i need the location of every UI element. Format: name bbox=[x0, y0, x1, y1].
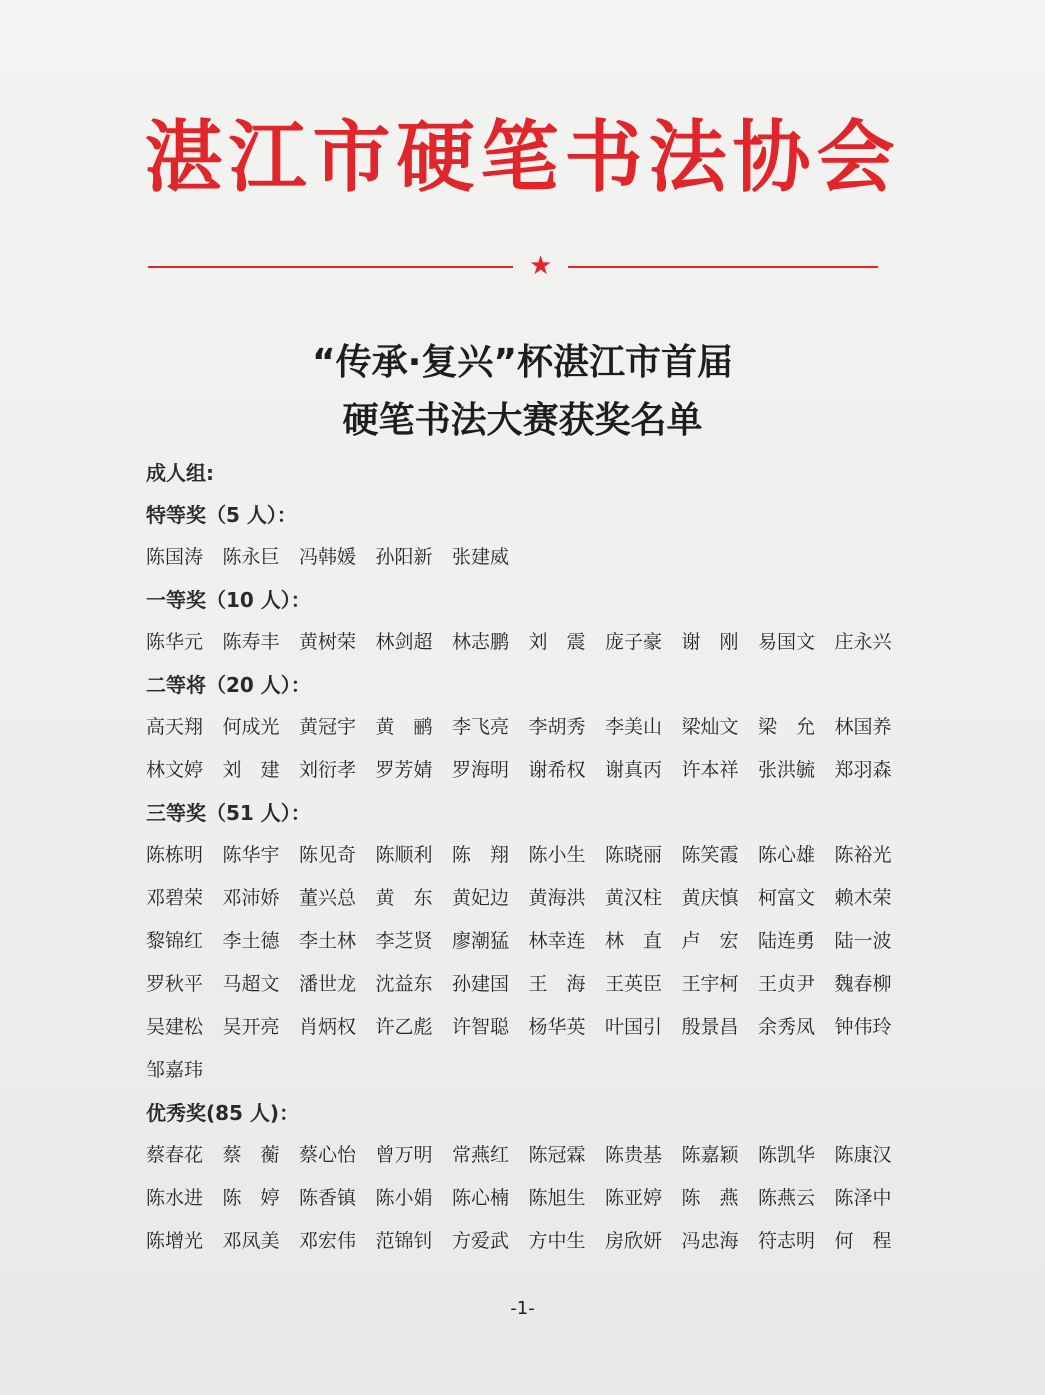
winner-name: 何成光 bbox=[222, 716, 280, 738]
winner-name: 谢真丙 bbox=[605, 759, 663, 781]
winner-name: 梁灿文 bbox=[681, 716, 739, 738]
document-title-line-1: “传承·复兴”杯湛江市首届 bbox=[312, 342, 733, 383]
winner-name: 陆连勇 bbox=[758, 930, 816, 952]
star-icon: ★ bbox=[529, 251, 553, 281]
winner-name: 黄 东 bbox=[375, 887, 433, 909]
winner-name: 林国养 bbox=[834, 716, 892, 738]
winner-name: 钟伟玲 bbox=[834, 1016, 892, 1038]
winner-name: 方爱武 bbox=[452, 1230, 510, 1252]
winner-name: 孙建国 bbox=[452, 973, 510, 995]
winner-name: 庞子豪 bbox=[605, 631, 663, 653]
award-label: 特等奖（5 人）： bbox=[146, 503, 297, 527]
winner-name: 方中生 bbox=[528, 1230, 586, 1252]
winner-name: 刘 建 bbox=[222, 759, 280, 781]
winner-name: 李美山 bbox=[605, 716, 663, 738]
winner-name: 黄树荣 bbox=[299, 631, 357, 653]
winner-name: 蔡春花 bbox=[146, 1144, 204, 1166]
winner-name: 陈顺利 bbox=[375, 844, 433, 866]
winner-name: 邹嘉玮 bbox=[146, 1059, 204, 1081]
winner-name: 陈增光 bbox=[146, 1230, 204, 1252]
winner-name: 李芝贤 bbox=[375, 930, 433, 952]
winner-name: 孙阳新 bbox=[375, 546, 433, 568]
winner-name: 曾万明 bbox=[375, 1144, 433, 1166]
award-names bbox=[146, 621, 926, 664]
winner-name: 陈燕云 bbox=[758, 1187, 816, 1209]
winner-name: 陈裕光 bbox=[834, 844, 892, 866]
winner-name: 王英臣 bbox=[605, 973, 663, 995]
winner-name: 杨华英 bbox=[528, 1016, 586, 1038]
award-names bbox=[146, 706, 926, 792]
winner-name: 庄永兴 bbox=[834, 631, 892, 653]
winner-name: 李土林 bbox=[299, 930, 357, 952]
award-label: 二等将（20 人）： bbox=[146, 673, 311, 697]
award-block bbox=[146, 792, 926, 1092]
winner-name: 余秀凤 bbox=[758, 1016, 816, 1038]
winner-name: 林志鹏 bbox=[452, 631, 510, 653]
winner-name: 黄冠宇 bbox=[299, 716, 357, 738]
letterhead-divider bbox=[148, 251, 878, 281]
winner-name: 林文婷 bbox=[146, 759, 204, 781]
winner-name: 陈 燕 bbox=[681, 1187, 739, 1209]
winner-name: 陈亚婷 bbox=[605, 1187, 663, 1209]
winner-name: 易国文 bbox=[758, 631, 816, 653]
winner-name: 刘衍孝 bbox=[299, 759, 357, 781]
winner-name: 许本祥 bbox=[681, 759, 739, 781]
winner-name: 陈嘉颖 bbox=[681, 1144, 739, 1166]
winner-name: 冯韩媛 bbox=[299, 546, 357, 568]
winner-name: 林剑超 bbox=[375, 631, 433, 653]
winner-name: 邓宏伟 bbox=[299, 1230, 357, 1252]
award-names bbox=[146, 536, 926, 579]
winner-name: 张建威 bbox=[452, 546, 510, 568]
award-label: 优秀奖(85 人)： bbox=[146, 1101, 300, 1125]
winner-name: 黄汉柱 bbox=[605, 887, 663, 909]
award-block bbox=[146, 1092, 926, 1263]
winner-name: 陈小生 bbox=[528, 844, 586, 866]
winner-name: 高天翔 bbox=[146, 716, 204, 738]
winner-name: 许智聪 bbox=[452, 1016, 510, 1038]
divider-line-left bbox=[148, 266, 513, 268]
winner-name: 谢 刚 bbox=[681, 631, 739, 653]
winner-name: 李土德 bbox=[222, 930, 280, 952]
winner-name: 陈小娟 bbox=[375, 1187, 433, 1209]
winner-name: 肖炳权 bbox=[299, 1016, 357, 1038]
winner-name: 黄妃边 bbox=[452, 887, 510, 909]
winner-name: 潘世龙 bbox=[299, 973, 357, 995]
winner-name: 郑羽森 bbox=[834, 759, 892, 781]
winner-name: 罗海明 bbox=[452, 759, 510, 781]
award-names bbox=[146, 1134, 926, 1263]
winner-name: 赖木荣 bbox=[834, 887, 892, 909]
winner-name: 陈国涛 bbox=[146, 546, 204, 568]
winner-name: 张洪毓 bbox=[758, 759, 816, 781]
winner-name: 陈泽中 bbox=[834, 1187, 892, 1209]
winner-name: 陈冠霖 bbox=[528, 1144, 586, 1166]
winner-name: 林幸连 bbox=[528, 930, 586, 952]
winner-name: 陈贵基 bbox=[605, 1144, 663, 1166]
winner-name: 冯忠海 bbox=[681, 1230, 739, 1252]
winner-name: 陈旭生 bbox=[528, 1187, 586, 1209]
winner-name: 许乙彪 bbox=[375, 1016, 433, 1038]
winner-name: 陈心楠 bbox=[452, 1187, 510, 1209]
winner-name: 殷景昌 bbox=[681, 1016, 739, 1038]
winner-name: 符志明 bbox=[758, 1230, 816, 1252]
winner-name: 黄庆慎 bbox=[681, 887, 739, 909]
winner-name: 吴建松 bbox=[146, 1016, 204, 1038]
winner-name: 王贞尹 bbox=[758, 973, 816, 995]
document-title-line-2: 硬笔书法大赛获奖名单 bbox=[342, 400, 703, 441]
winner-name: 陈康汉 bbox=[834, 1144, 892, 1166]
winner-name: 陈笑霞 bbox=[681, 844, 739, 866]
award-block bbox=[146, 494, 926, 579]
winner-name: 陈栋明 bbox=[146, 844, 204, 866]
award-label: 一等奖（10 人）： bbox=[146, 588, 311, 612]
winner-name: 陈心雄 bbox=[758, 844, 816, 866]
winner-name: 陈永巨 bbox=[222, 546, 280, 568]
winner-name: 何 程 bbox=[834, 1230, 892, 1252]
winner-name: 陈华元 bbox=[146, 631, 204, 653]
winner-name: 林 直 bbox=[605, 930, 663, 952]
winner-name: 董兴总 bbox=[299, 887, 357, 909]
award-names bbox=[146, 834, 926, 1092]
winner-name: 陈 婷 bbox=[222, 1187, 280, 1209]
winner-name: 邓碧荣 bbox=[146, 887, 204, 909]
winner-name: 蔡 蘅 bbox=[222, 1144, 280, 1166]
winner-name: 李飞亮 bbox=[452, 716, 510, 738]
winner-name: 梁 允 bbox=[758, 716, 816, 738]
winner-name: 卢 宏 bbox=[681, 930, 739, 952]
winner-name: 陈晓丽 bbox=[605, 844, 663, 866]
winner-name: 沈益东 bbox=[375, 973, 433, 995]
winner-name: 常燕红 bbox=[452, 1144, 510, 1166]
winner-name: 罗秋平 bbox=[146, 973, 204, 995]
winner-name: 廖潮猛 bbox=[452, 930, 510, 952]
winner-name: 陈凯华 bbox=[758, 1144, 816, 1166]
winner-name: 王 海 bbox=[528, 973, 586, 995]
winner-name: 李胡秀 bbox=[528, 716, 586, 738]
winner-name: 黎锦红 bbox=[146, 930, 204, 952]
award-label: 三等奖（51 人）： bbox=[146, 801, 311, 825]
award-block bbox=[146, 579, 926, 664]
award-block bbox=[146, 664, 926, 792]
winner-name: 陈水进 bbox=[146, 1187, 204, 1209]
winner-name: 刘 震 bbox=[528, 631, 586, 653]
winner-name: 黄海洪 bbox=[528, 887, 586, 909]
page-number: -1- bbox=[510, 1298, 535, 1319]
winner-name: 谢希权 bbox=[528, 759, 586, 781]
winner-name: 叶国引 bbox=[605, 1016, 663, 1038]
winner-name: 陈华宇 bbox=[222, 844, 280, 866]
winner-name: 房欣妍 bbox=[605, 1230, 663, 1252]
winner-name: 陈见奇 bbox=[299, 844, 357, 866]
winner-name: 范锦钊 bbox=[375, 1230, 433, 1252]
winner-name: 黄 鹂 bbox=[375, 716, 433, 738]
winner-name: 邓沛娇 bbox=[222, 887, 280, 909]
winner-name: 蔡心怡 bbox=[299, 1144, 357, 1166]
org-letterhead-title: 湛江市硬笔书法协会 bbox=[144, 112, 901, 203]
winner-name: 陈 翔 bbox=[452, 844, 510, 866]
winner-name: 陆一波 bbox=[834, 930, 892, 952]
award-list bbox=[146, 452, 926, 1263]
winner-name: 王宇柯 bbox=[681, 973, 739, 995]
winner-name: 罗芳婧 bbox=[375, 759, 433, 781]
awards-container bbox=[146, 494, 926, 1263]
winner-name: 魏春柳 bbox=[834, 973, 892, 995]
winner-name: 柯富文 bbox=[758, 887, 816, 909]
group-label: 成人组: bbox=[146, 461, 214, 485]
winner-name: 吴开亮 bbox=[222, 1016, 280, 1038]
winner-name: 马超文 bbox=[222, 973, 280, 995]
winner-name: 陈香镇 bbox=[299, 1187, 357, 1209]
divider-line-right bbox=[568, 266, 878, 268]
winner-name: 邓凤美 bbox=[222, 1230, 280, 1252]
winner-name: 陈寿丰 bbox=[222, 631, 280, 653]
